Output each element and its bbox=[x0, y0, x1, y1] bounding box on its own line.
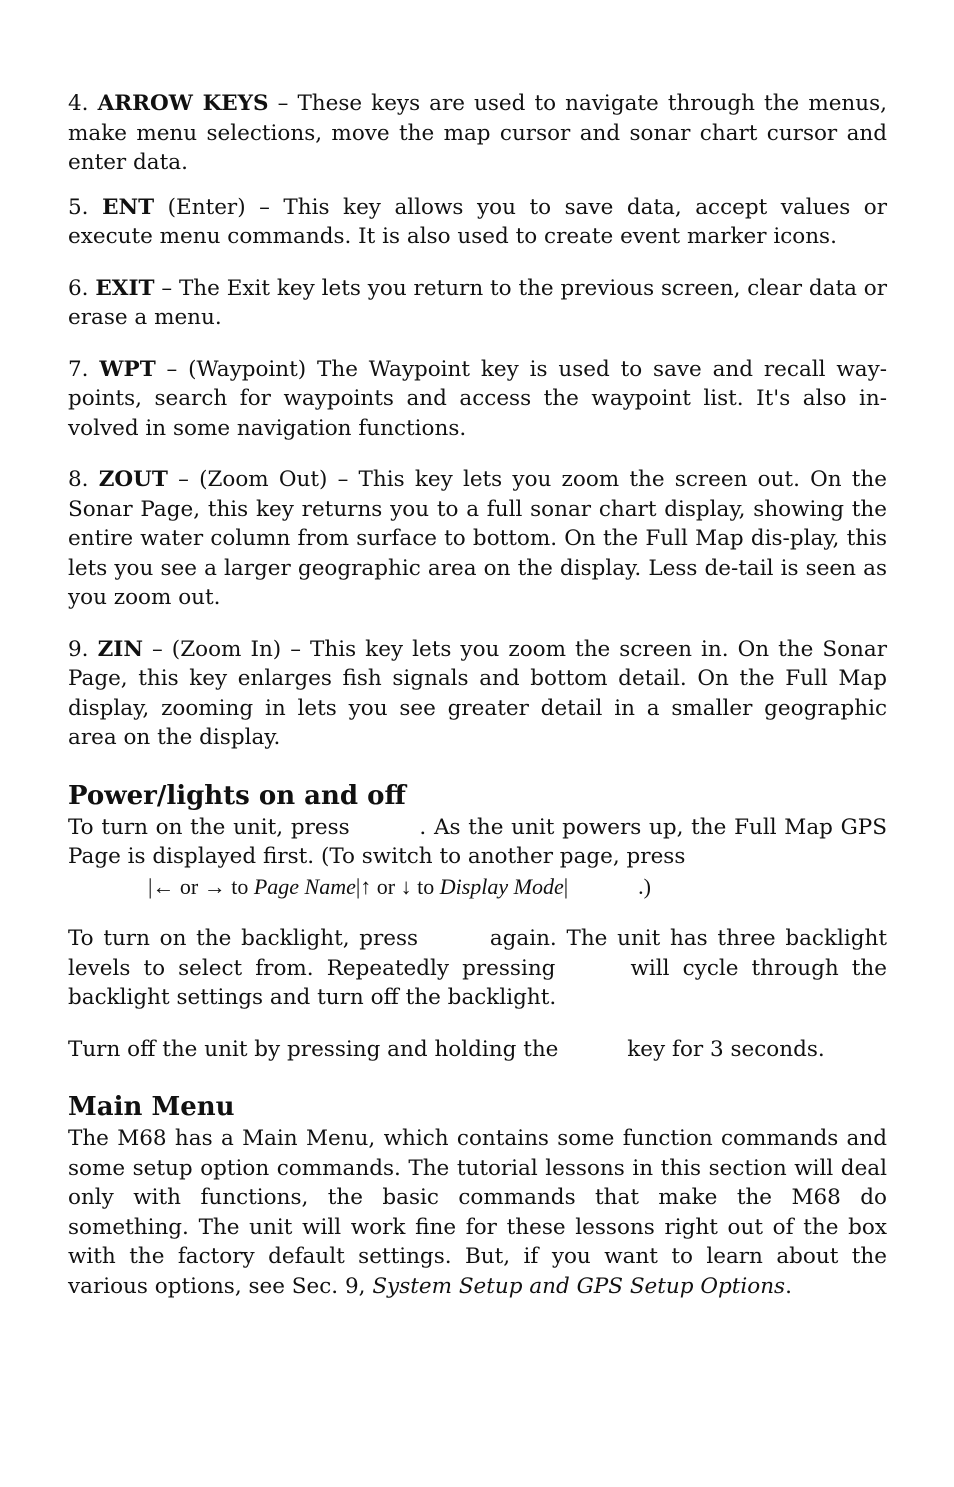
text-run: The M68 has a Main Menu, which contains some function commands and some setup option commands. The tutorial lessons in this section will deal only with functions, the basic commands that make the M68 do something. The unit will work fine for these lessons right out of the box with the factory default settings. But, if you want to learn about the various options, see Sec. 9, bbox=[68, 1126, 887, 1299]
item-number: 8. bbox=[68, 467, 89, 492]
text-run: | bbox=[563, 873, 569, 899]
item-number: 4. bbox=[68, 91, 89, 116]
main-menu-paragraph bbox=[68, 1124, 887, 1301]
item-ent bbox=[68, 193, 887, 252]
item-arrow-keys bbox=[68, 89, 887, 178]
text-run: key for 3 seconds. bbox=[627, 1036, 825, 1062]
item-text: – (Zoom Out) – This key lets you zoom the screen out. On the Sonar Page, this key returns you to a full sonar chart display, showing the entire water column from surface to bottom. On the Full Map dis-play, this lets you see a larger geographic area on the display. Less de-tail is seen as you zoom out. bbox=[68, 467, 887, 610]
text-run: Page Name bbox=[253, 873, 356, 899]
key-name: ZIN bbox=[97, 636, 143, 662]
section-reference: System Setup and GPS Setup Options bbox=[372, 1273, 786, 1299]
item-text: – These keys are used to navigate through the menus, make menu selections, move the map cursor and sonar chart cursor and enter data. bbox=[68, 91, 887, 175]
text-run: again. The unit has three backlight levels to select from. Repeatedly pressing bbox=[68, 926, 887, 981]
item-text: – The Exit key lets you return to the previous screen, clear data or erase a menu. bbox=[68, 275, 887, 330]
key-sequence bbox=[148, 874, 651, 899]
text-run: Turn off the unit by pressing and holding the bbox=[68, 1036, 559, 1062]
key-name: ZOUT bbox=[98, 467, 168, 492]
text-run: . bbox=[785, 1273, 792, 1299]
text-run: will cycle through the backlight settings and turn off the backlight. bbox=[68, 955, 887, 1010]
power-paragraph-1 bbox=[68, 813, 887, 903]
text-run: To turn on the unit, press bbox=[68, 814, 350, 840]
item-text: (Enter) – This key allows you to save data, accept values or execute menu commands. It is also used to create event marker icons. bbox=[68, 194, 887, 249]
item-number: 9. bbox=[68, 636, 89, 662]
item-exit bbox=[68, 274, 887, 333]
text-run: . As the unit powers up, the Full Map GPS Page is displayed first. (To switch to another page, press bbox=[68, 814, 887, 869]
text-run: Display Mode bbox=[439, 873, 564, 899]
text-run: |↑ or ↓ to bbox=[355, 873, 440, 899]
item-zout bbox=[68, 465, 887, 613]
item-zin bbox=[68, 635, 887, 753]
item-text: – (Waypoint) The Waypoint key is used to save and recall way-points, search for waypoints and access the waypoint list. It's also in-volved in some navigation functions. bbox=[68, 356, 887, 441]
item-number: 6. bbox=[68, 275, 89, 301]
key-name: ENT bbox=[102, 194, 155, 220]
key-name: WPT bbox=[99, 356, 156, 382]
power-paragraph-3 bbox=[68, 1035, 887, 1065]
item-number: 5. bbox=[68, 194, 89, 220]
section-heading-power: Power/lights on and off bbox=[68, 780, 406, 811]
key-name: ARROW KEYS bbox=[97, 91, 269, 116]
manual-page bbox=[68, 89, 887, 1301]
text-run: |← or → to bbox=[148, 873, 254, 899]
item-text: – (Zoom In) – This key lets you zoom the screen in. On the Sonar Page, this key enlarges fish signals and bottom detail. On the Full Map display, zooming in lets you see greater detail in a smaller geographic area on the display. bbox=[68, 636, 887, 750]
item-number: 7. bbox=[68, 356, 89, 382]
power-paragraph-2 bbox=[68, 924, 887, 1013]
item-wpt bbox=[68, 355, 887, 444]
key-name: EXIT bbox=[95, 275, 155, 301]
section-heading-main-menu: Main Menu bbox=[68, 1092, 235, 1122]
text-run: To turn on the backlight, press bbox=[68, 926, 419, 951]
text-run: .) bbox=[638, 873, 651, 899]
